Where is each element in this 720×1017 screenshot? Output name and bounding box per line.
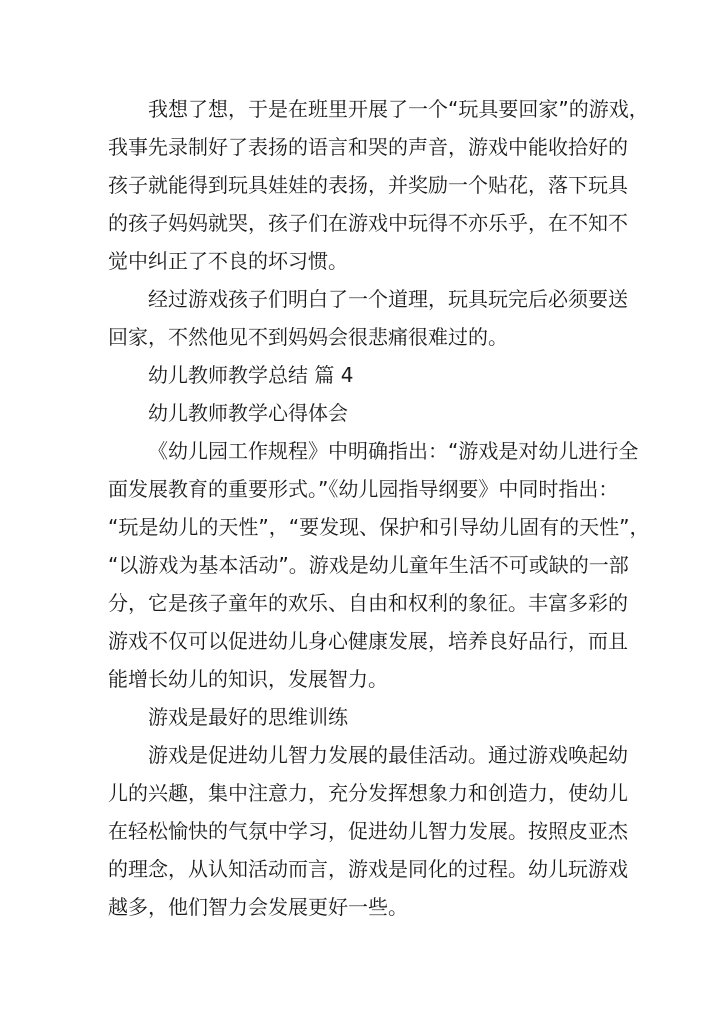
paragraph-line: 游戏不仅可以促进幼儿身心健康发展，培养良好品行，而且 [108, 629, 628, 653]
paragraph-line: 《幼儿园工作规程》中明确指出：“游戏是对幼儿进行全 [148, 439, 639, 463]
section-subheading: 游戏是最好的思维训练 [148, 705, 348, 729]
paragraph-line: “玩是幼儿的天性”，“要发现、保护和引导幼儿固有的天性”， [108, 515, 650, 539]
paragraph-line: 孩子就能得到玩具娃娃的表扬，并奖励一个贴花，落下玩具 [108, 173, 628, 197]
section-subheading: 幼儿教师教学心得体会 [148, 401, 348, 425]
paragraph-line: 觉中纠正了不良的坏习惯。 [108, 249, 348, 273]
section-heading: 幼儿教师教学总结 篇 4 [148, 363, 354, 387]
paragraph-line: 面发展教育的重要形式。”《幼儿园指导纲要》中同时指出： [108, 477, 619, 501]
paragraph-line: 我想了想，于是在班里开展了一个“玩具要回家”的游戏， [148, 97, 649, 121]
paragraph-line: 经过游戏孩子们明白了一个道理，玩具玩完后必须要送 [148, 287, 628, 311]
paragraph-line: 的孩子妈妈就哭，孩子们在游戏中玩得不亦乐乎，在不知不 [108, 211, 628, 235]
paragraph-line: 越多，他们智力会发展更好一些。 [108, 895, 408, 919]
paragraph-line: 的理念，从认知活动而言，游戏是同化的过程。幼儿玩游戏 [108, 857, 628, 881]
paragraph-line: “以游戏为基本活动”。游戏是幼儿童年生活不可或缺的一部 [108, 553, 629, 577]
paragraph-line: 游戏是促进幼儿智力发展的最佳活动。通过游戏唤起幼 [148, 743, 628, 767]
paragraph-line: 能增长幼儿的知识，发展智力。 [108, 667, 388, 691]
paragraph-line: 在轻松愉快的气氛中学习，促进幼儿智力发展。按照皮亚杰 [108, 819, 628, 843]
paragraph-line: 分，它是孩子童年的欢乐、自由和权利的象征。丰富多彩的 [108, 591, 628, 615]
paragraph-line: 儿的兴趣，集中注意力，充分发挥想象力和创造力，使幼儿 [108, 781, 628, 805]
paragraph-line: 我事先录制好了表扬的语言和哭的声音，游戏中能收拾好的 [108, 135, 628, 159]
paragraph-line: 回家，不然他见不到妈妈会很悲痛很难过的。 [108, 325, 508, 349]
